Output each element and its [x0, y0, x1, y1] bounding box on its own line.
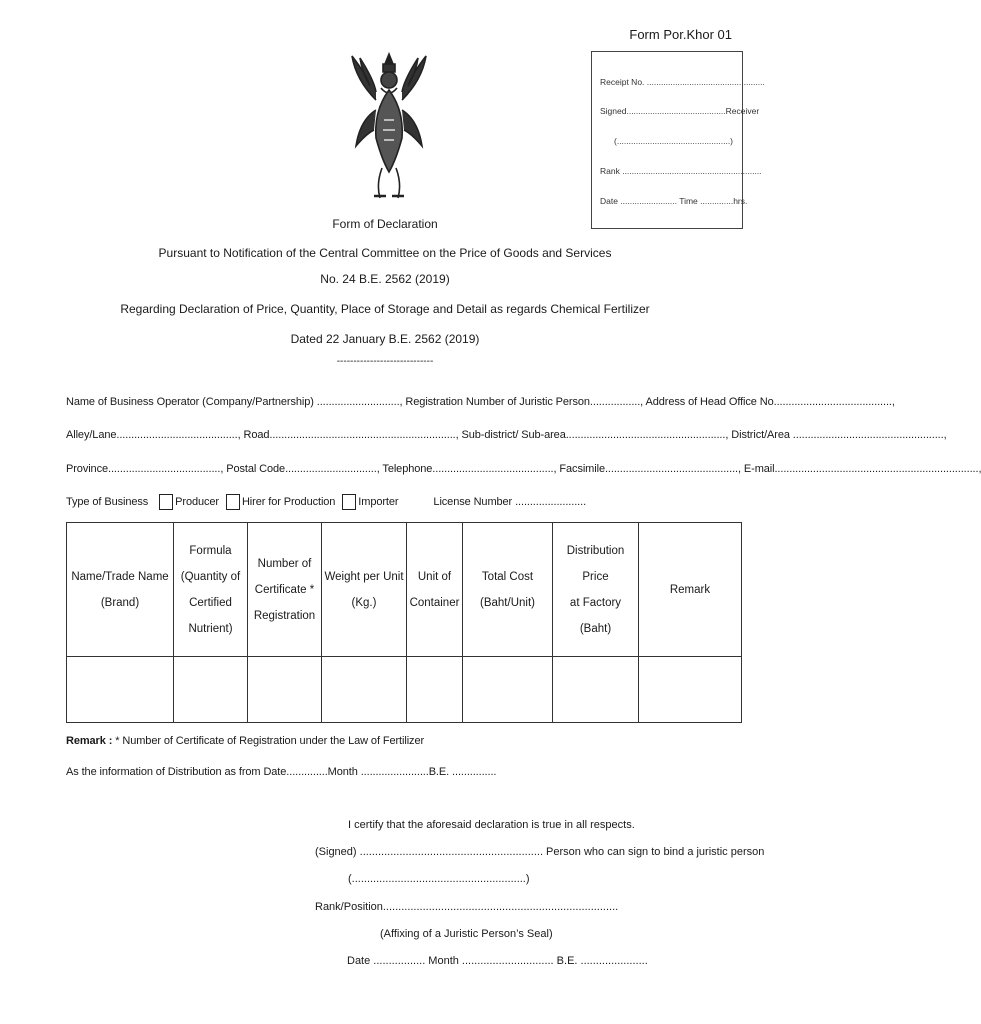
header-remark: Remark	[639, 523, 742, 657]
table-row	[67, 657, 742, 723]
receipt-box	[591, 51, 765, 229]
cell-distribution-price[interactable]	[553, 657, 639, 723]
cell-remark[interactable]	[639, 657, 742, 723]
header-unit: Unit of Container	[407, 523, 463, 657]
seal-note: (Affixing of a Juristic Person’s Seal)	[380, 928, 553, 940]
producer-checkbox[interactable]	[159, 494, 173, 510]
notification-number: No. 24 B.E. 2562 (2019)	[320, 272, 450, 286]
cell-unit[interactable]	[407, 657, 463, 723]
receipt-date-time: Date ........................ Time ..............hrs.	[600, 196, 748, 206]
cell-weight[interactable]	[322, 657, 407, 723]
certify-statement: I certify that the aforesaid declaration is true in all respects.	[348, 819, 635, 831]
header-total-cost: Total Cost (Baht/Unit)	[463, 523, 553, 657]
type-of-business-row	[66, 494, 586, 510]
importer-label: Importer	[358, 495, 399, 508]
remark-line	[66, 735, 424, 747]
declaration-subject: Regarding Declaration of Price, Quantity, Place of Storage and Detail as regards Chemical Fertilizer	[120, 302, 650, 316]
header-weight: Weight per Unit (Kg.)	[322, 523, 407, 657]
remark-text: * Number of Certificate of Registration under the Law of Fertilizer	[115, 735, 425, 747]
cell-name[interactable]	[67, 657, 174, 723]
distribution-info: As the information of Distribution as from Date..............Month .......................B.E. ...............	[66, 766, 497, 778]
signer-name-line: (.........................................................)	[348, 873, 530, 885]
producer-label: Producer	[175, 495, 219, 508]
certify-date-line: Date ................. Month .............................. B.E. ......................	[347, 955, 648, 967]
declaration-date: Dated 22 January B.E. 2562 (2019)	[290, 332, 480, 346]
hirer-checkbox[interactable]	[226, 494, 240, 510]
receipt-name: (................................................)	[614, 136, 734, 146]
header-formula: Formula (Quantity of Certified Nutrient)	[174, 523, 248, 657]
receipt-number: Receipt No. ..................................................	[600, 77, 765, 87]
title-divider: -----------------------------	[336, 356, 434, 367]
header-distribution-price: Distribution Price at Factory (Baht)	[553, 523, 639, 657]
receipt-signed: Signed..........................................Receiver	[600, 106, 760, 116]
garuda-emblem-icon	[346, 50, 432, 202]
remark-label: Remark :	[66, 735, 113, 747]
notification-line: Pursuant to Notification of the Central Committee on the Price of Goods and Services	[158, 246, 612, 260]
contact-field: Province......................................, Postal Code..............................., Telephone........................................., Facsimile............................................., E-mail.....................................................................,	[66, 463, 981, 475]
receipt-rank: Rank ...........................................................	[600, 166, 762, 176]
cell-total-cost[interactable]	[463, 657, 553, 723]
hirer-label: Hirer for Production	[241, 495, 336, 508]
form-title: Form of Declaration	[332, 217, 438, 231]
header-certificate: Number of Certificate * Registration	[248, 523, 322, 657]
address-field: Alley/Lane........................................., Road..............................................................., Sub-district/ Sub-area......................................................, District/Area ...................................................,	[66, 429, 947, 441]
header-name-trade: Name/Trade Name (Brand)	[67, 523, 174, 657]
business-operator-field: Name of Business Operator (Company/Partnership) ............................, Registration Number of Juristic Person................., Address of Head Office No........................................,	[66, 396, 895, 408]
cell-formula[interactable]	[174, 657, 248, 723]
signature-line: (Signed) ............................................................ Person who can sign to bind a juristic person	[315, 846, 765, 858]
form-code: Form Por.Khor 01	[629, 27, 732, 42]
type-of-business-label: Type of Business	[66, 495, 149, 508]
declaration-table	[66, 522, 742, 723]
table-header-row	[67, 523, 742, 657]
license-number-field: License Number ........................	[433, 495, 587, 508]
importer-checkbox[interactable]	[342, 494, 356, 510]
cell-certificate[interactable]	[248, 657, 322, 723]
rank-position-line: Rank/Position.............................................................................	[315, 901, 619, 913]
